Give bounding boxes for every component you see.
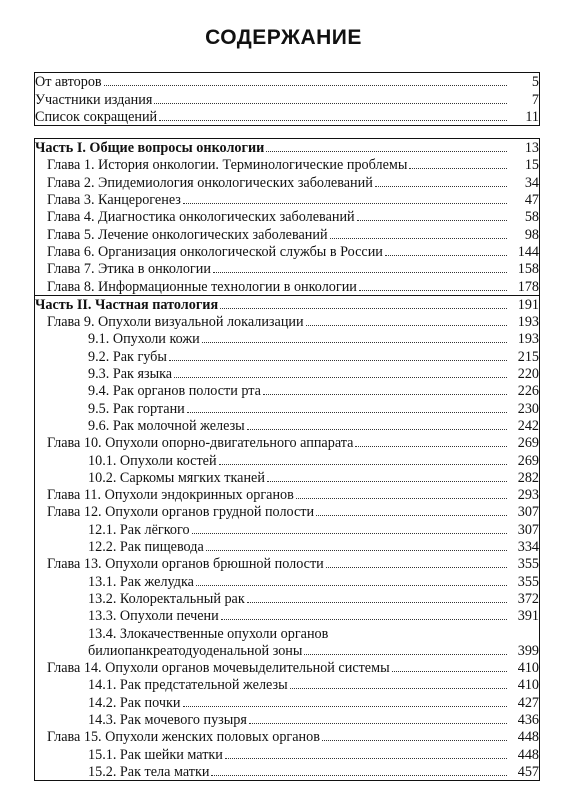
toc-page-number: 372 bbox=[509, 590, 540, 607]
toc-entry-title: 14.2. Рак почки bbox=[88, 695, 181, 711]
toc-entry bbox=[35, 488, 509, 503]
dot-leader bbox=[206, 550, 507, 551]
toc-entry-title: 9.2. Рак губы bbox=[88, 349, 167, 365]
toc-chapter-row[interactable] bbox=[35, 434, 540, 451]
toc-entry bbox=[35, 540, 509, 555]
toc-entry bbox=[35, 592, 509, 607]
toc-entry bbox=[35, 193, 509, 208]
toc-section-row[interactable] bbox=[35, 417, 540, 434]
toc-page-number: 391 bbox=[509, 607, 540, 624]
toc-chapter-row[interactable] bbox=[35, 225, 540, 242]
toc-chapter-row[interactable] bbox=[35, 243, 540, 260]
toc-section-row[interactable] bbox=[35, 572, 540, 589]
toc-entry bbox=[35, 110, 509, 125]
toc-section-row[interactable] bbox=[35, 711, 540, 728]
dot-leader bbox=[213, 272, 507, 273]
toc-entry bbox=[35, 765, 509, 780]
toc-section-row[interactable] bbox=[35, 624, 540, 641]
toc-chapter-row[interactable] bbox=[35, 503, 540, 520]
toc-page-number: 15 bbox=[509, 156, 540, 173]
dot-leader bbox=[359, 290, 507, 291]
toc-page-number: 448 bbox=[509, 728, 540, 745]
toc-section-row[interactable] bbox=[35, 642, 540, 659]
toc-entry bbox=[35, 402, 509, 417]
dot-leader bbox=[267, 481, 507, 482]
dot-leader bbox=[316, 515, 507, 516]
dot-leader bbox=[187, 412, 507, 413]
toc-entry-title: 15.1. Рак шейки матки bbox=[88, 747, 223, 763]
toc-chapter-row[interactable] bbox=[35, 486, 540, 503]
dot-leader bbox=[159, 120, 507, 121]
dot-leader bbox=[306, 325, 507, 326]
toc-page-number: 34 bbox=[509, 173, 540, 190]
toc-entry bbox=[35, 384, 509, 399]
section-separator bbox=[35, 125, 540, 138]
toc-entry bbox=[35, 228, 509, 243]
toc-entry bbox=[35, 454, 509, 469]
toc-entry-title: Часть II. Частная патология bbox=[35, 297, 219, 313]
toc-chapter-row[interactable] bbox=[35, 659, 540, 676]
dot-leader bbox=[326, 567, 507, 568]
toc-entry bbox=[35, 419, 509, 434]
dot-leader bbox=[290, 688, 507, 689]
toc-entry-title: Список сокращений bbox=[35, 109, 158, 125]
dot-leader bbox=[409, 168, 507, 169]
toc-section-row[interactable] bbox=[35, 538, 540, 555]
toc-entry-title: 9.6. Рак молочной железы bbox=[88, 418, 245, 434]
toc-entry-title: Участники издания bbox=[35, 92, 153, 108]
dot-leader bbox=[221, 619, 507, 620]
toc-entry-title: Глава 12. Опухоли органов грудной полости bbox=[47, 505, 315, 521]
toc-page-number: 282 bbox=[509, 469, 540, 486]
toc-chapter-row[interactable] bbox=[35, 260, 540, 277]
toc-entry-title: Глава 2. Эпидемиология онкологических заболеваний bbox=[47, 175, 373, 191]
toc-page-number: 226 bbox=[509, 382, 540, 399]
toc-entry bbox=[35, 332, 509, 347]
dot-leader bbox=[104, 85, 507, 86]
toc-page-number: 11 bbox=[509, 108, 540, 126]
toc-entry bbox=[35, 696, 509, 711]
dot-leader bbox=[183, 203, 507, 204]
toc-entry-title: Глава 1. История онкологии. Терминологические проблемы bbox=[47, 158, 408, 174]
toc-entry-title: 9.4. Рак органов полости рта bbox=[88, 384, 261, 400]
toc-page-number: 230 bbox=[509, 399, 540, 416]
toc-chapter-row[interactable] bbox=[35, 555, 540, 572]
toc-section-row[interactable] bbox=[35, 451, 540, 468]
toc-entry bbox=[35, 471, 509, 486]
toc-page-number: 448 bbox=[509, 745, 540, 762]
toc-page-number: 98 bbox=[509, 225, 540, 242]
toc-entry bbox=[35, 280, 509, 295]
toc-entry bbox=[35, 93, 509, 108]
toc-entry-title: Глава 3. Канцерогенез bbox=[47, 193, 181, 209]
dot-leader bbox=[154, 103, 507, 104]
toc-page-number: 355 bbox=[509, 572, 540, 589]
toc-page-number: 410 bbox=[509, 676, 540, 693]
dot-leader bbox=[392, 671, 507, 672]
dot-leader bbox=[202, 342, 507, 343]
toc-chapter-row[interactable] bbox=[35, 277, 540, 295]
dot-leader bbox=[220, 308, 507, 309]
toc-chapter-row[interactable] bbox=[35, 108, 540, 126]
toc-page-number: 220 bbox=[509, 365, 540, 382]
toc-entry bbox=[35, 557, 509, 572]
toc-entry bbox=[35, 730, 509, 745]
toc-entry-title: 9.3. Рак языка bbox=[88, 367, 173, 383]
toc-section-row[interactable] bbox=[35, 745, 540, 762]
toc-entry-title: Глава 14. Опухоли органов мочевыделительной системы bbox=[47, 661, 390, 677]
toc-entry bbox=[35, 75, 509, 90]
dot-leader bbox=[219, 464, 507, 465]
dot-leader bbox=[263, 394, 507, 395]
toc-chapter-row[interactable] bbox=[35, 156, 540, 173]
toc-entry-title: 13.2. Колоректальный рак bbox=[88, 591, 245, 607]
toc-entry-title: 14.3. Рак мочевого пузыря bbox=[88, 712, 247, 728]
dot-leader bbox=[355, 446, 507, 447]
toc-page-number: 334 bbox=[509, 538, 540, 555]
toc-section-row[interactable] bbox=[35, 676, 540, 693]
toc-section-row[interactable] bbox=[35, 347, 540, 364]
toc-page-number: 178 bbox=[509, 277, 540, 295]
dot-leader bbox=[183, 706, 508, 707]
toc-entry-title: Часть I. Общие вопросы онкологии bbox=[35, 141, 265, 157]
toc-chapter-row[interactable] bbox=[35, 313, 540, 330]
toc-entry-title: Глава 6. Организация онкологической службы в России bbox=[47, 244, 383, 260]
toc-page-number bbox=[509, 624, 540, 641]
toc-part-row[interactable] bbox=[35, 138, 540, 156]
toc-entry bbox=[35, 158, 509, 173]
toc-entry bbox=[35, 609, 509, 624]
toc-page-number: 436 bbox=[509, 711, 540, 728]
toc-section-row[interactable] bbox=[35, 520, 540, 537]
toc-page-number: 307 bbox=[509, 503, 540, 520]
toc-entry-title: 14.1. Рак предстательной железы bbox=[88, 678, 288, 694]
toc-page-number: 293 bbox=[509, 486, 540, 503]
toc-entry bbox=[35, 575, 509, 590]
dot-leader bbox=[304, 654, 507, 655]
toc-entry-title: 13.4. Злокачественные опухоли органов bbox=[88, 626, 329, 642]
toc-entry bbox=[35, 436, 509, 451]
toc-entry bbox=[35, 262, 509, 277]
toc-chapter-row[interactable] bbox=[35, 208, 540, 225]
toc-entry bbox=[35, 298, 509, 313]
toc-chapter-row[interactable] bbox=[35, 73, 540, 91]
dot-leader bbox=[174, 377, 507, 378]
toc-entry-title: От авторов bbox=[35, 75, 102, 91]
toc-entry-title: Глава 13. Опухоли органов брюшной полости bbox=[47, 557, 324, 573]
toc-section-row[interactable] bbox=[35, 590, 540, 607]
toc-entry-title: Глава 15. Опухоли женских половых органов bbox=[47, 730, 320, 746]
toc-entry-title: 13.1. Рак желудка bbox=[88, 574, 194, 590]
toc-entry-title: Глава 8. Информационные технологии в онкологии bbox=[47, 279, 357, 295]
toc-page-number: 269 bbox=[509, 451, 540, 468]
toc-page-number: 242 bbox=[509, 417, 540, 434]
toc-page-number: 427 bbox=[509, 693, 540, 710]
toc-section-row[interactable] bbox=[35, 330, 540, 347]
toc-entry bbox=[35, 505, 509, 520]
toc-page-number: 191 bbox=[509, 295, 540, 313]
dot-leader bbox=[169, 360, 507, 361]
toc-entry-title: 9.1. Опухоли кожи bbox=[88, 332, 200, 348]
dot-leader bbox=[375, 186, 507, 187]
toc-entry-title: билиопанкреатодуоденальной зоны bbox=[88, 643, 303, 659]
toc-page-number: 193 bbox=[509, 330, 540, 347]
toc-page-number: 355 bbox=[509, 555, 540, 572]
dot-leader bbox=[330, 238, 507, 239]
toc-entry-title: Глава 11. Опухоли эндокринных органов bbox=[47, 488, 294, 504]
dot-leader bbox=[247, 602, 507, 603]
toc-page-number: 457 bbox=[509, 763, 540, 781]
toc-entry-title: 10.1. Опухоли костей bbox=[88, 453, 217, 469]
toc-chapter-row[interactable] bbox=[35, 191, 540, 208]
toc-page-number: 399 bbox=[509, 642, 540, 659]
toc-section-row[interactable] bbox=[35, 607, 540, 624]
toc-chapter-row[interactable] bbox=[35, 173, 540, 190]
toc-entry bbox=[35, 713, 509, 728]
toc-section-row[interactable] bbox=[35, 365, 540, 382]
toc-entry bbox=[35, 245, 509, 260]
toc-page-number: 269 bbox=[509, 434, 540, 451]
toc-entry bbox=[35, 176, 509, 191]
toc-entry bbox=[35, 315, 509, 330]
toc-entry-title: 12.2. Рак пищевода bbox=[88, 540, 204, 556]
toc-page-number: 58 bbox=[509, 208, 540, 225]
toc-part-row[interactable] bbox=[35, 295, 540, 313]
toc-entry bbox=[35, 644, 509, 659]
toc-entry-title: Глава 5. Лечение онкологических заболеваний bbox=[47, 227, 328, 243]
toc-page-number: 47 bbox=[509, 191, 540, 208]
toc-entry-title: Глава 4. Диагностика онкологических заболеваний bbox=[47, 210, 355, 226]
toc-section-row[interactable] bbox=[35, 399, 540, 416]
toc-section-row[interactable] bbox=[35, 693, 540, 710]
toc-section-row[interactable] bbox=[35, 469, 540, 486]
dot-leader bbox=[247, 429, 507, 430]
toc-section-row[interactable] bbox=[35, 763, 540, 781]
dot-leader bbox=[211, 775, 507, 776]
toc-entry-title: 15.2. Рак тела матки bbox=[88, 764, 210, 780]
toc-page-number: 13 bbox=[509, 138, 540, 156]
toc-section-row[interactable] bbox=[35, 382, 540, 399]
dot-leader bbox=[266, 151, 507, 152]
dot-leader bbox=[385, 255, 507, 256]
dot-leader bbox=[192, 533, 507, 534]
toc-entry bbox=[35, 748, 509, 763]
dot-leader bbox=[357, 220, 507, 221]
toc-entry-title: Глава 7. Этика в онкологии bbox=[47, 262, 211, 278]
toc-entry-title: 13.3. Опухоли печени bbox=[88, 609, 219, 625]
toc-page-number: 410 bbox=[509, 659, 540, 676]
toc-entry-title: 10.2. Саркомы мягких тканей bbox=[88, 470, 265, 486]
toc-entry bbox=[35, 210, 509, 225]
toc-page-number: 5 bbox=[509, 73, 540, 91]
toc-entry-title: Глава 10. Опухоли опорно-двигательного аппарата bbox=[47, 436, 354, 452]
dot-leader bbox=[225, 758, 507, 759]
table-of-contents bbox=[34, 72, 540, 781]
toc-chapter-row[interactable] bbox=[35, 728, 540, 745]
toc-entry bbox=[35, 350, 509, 365]
toc-page-number: 215 bbox=[509, 347, 540, 364]
toc-entry-title: Глава 9. Опухоли визуальной локализации bbox=[47, 315, 304, 331]
toc-entry bbox=[35, 678, 509, 693]
toc-page-number: 7 bbox=[509, 90, 540, 107]
toc-entry bbox=[35, 627, 509, 642]
toc-entry bbox=[35, 523, 509, 538]
toc-page-number: 158 bbox=[509, 260, 540, 277]
toc-entry-title: 12.1. Рак лёгкого bbox=[88, 522, 190, 538]
dot-leader bbox=[322, 740, 507, 741]
toc-entry-title: 9.5. Рак гортани bbox=[88, 401, 185, 417]
toc-entry bbox=[35, 141, 509, 156]
dot-leader bbox=[249, 723, 507, 724]
toc-page-number: 193 bbox=[509, 313, 540, 330]
toc-page-number: 144 bbox=[509, 243, 540, 260]
toc-page-number: 307 bbox=[509, 520, 540, 537]
toc-entry bbox=[35, 661, 509, 676]
toc-chapter-row[interactable] bbox=[35, 90, 540, 107]
toc-entry bbox=[35, 367, 509, 382]
dot-leader bbox=[196, 585, 507, 586]
page-title: СОДЕРЖАНИЕ bbox=[205, 26, 362, 49]
dot-leader bbox=[296, 498, 507, 499]
